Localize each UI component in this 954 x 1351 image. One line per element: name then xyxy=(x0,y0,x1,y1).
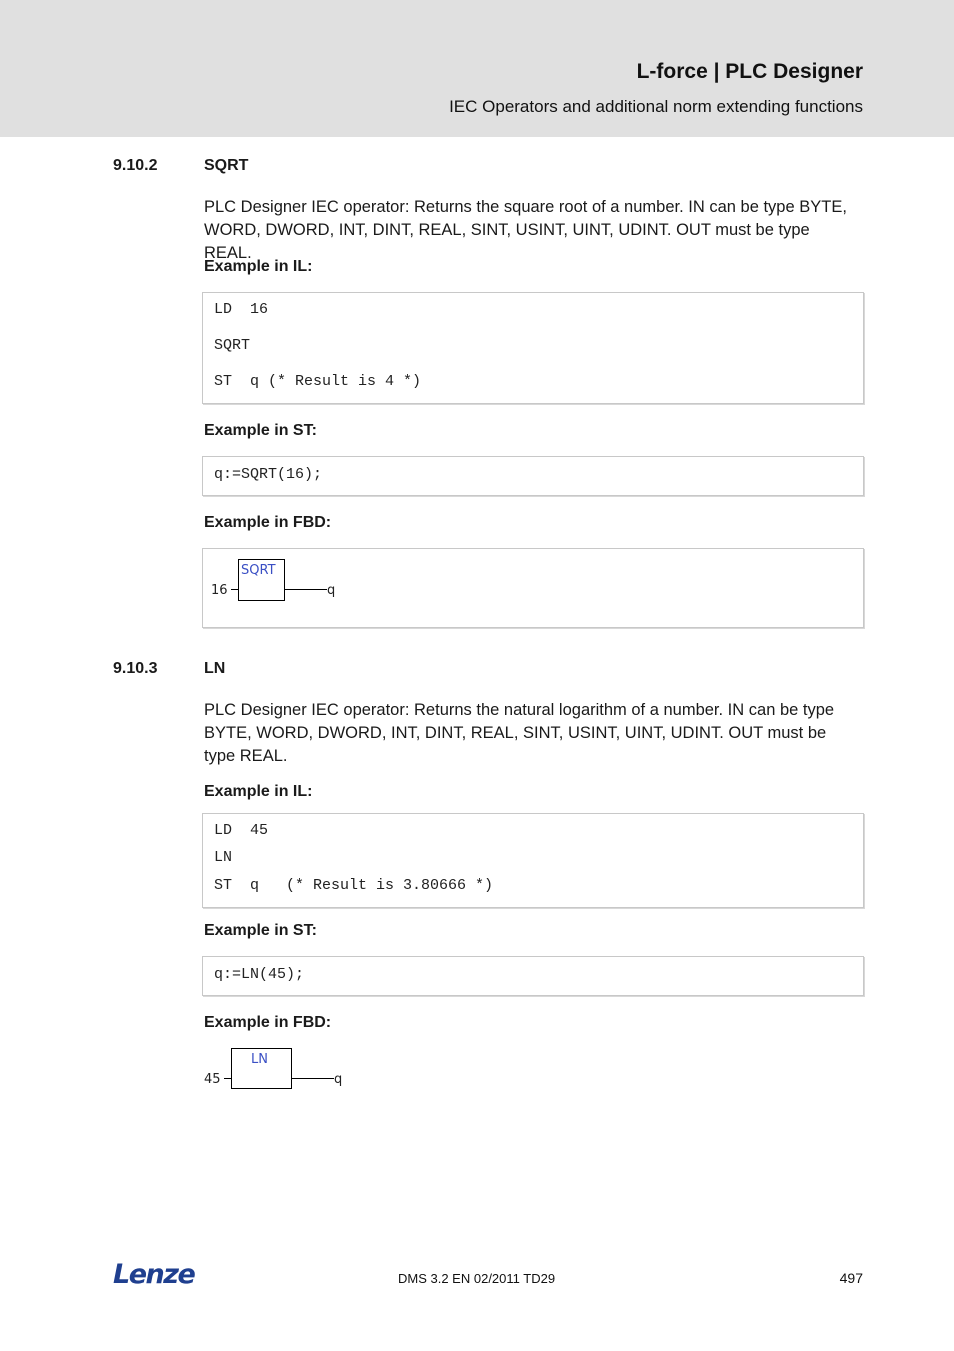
code-line: SQRT xyxy=(214,337,251,354)
fbd-example-label: Example in FBD: xyxy=(204,514,332,531)
output-variable: q xyxy=(327,583,336,598)
section-description: PLC Designer IEC operator: Returns the natural logarithm of a number. IN can be type BYTE, WORD, DWORD, INT, DINT, REAL, SINT, USINT, UINT, UDINT. OUT must be type REAL. xyxy=(204,701,835,765)
st-example-label: Example in ST: xyxy=(204,922,317,939)
st-example-label: Example in ST: xyxy=(204,422,317,439)
function-block-label: SQRT xyxy=(241,563,276,578)
header-title: L-force | PLC Designer xyxy=(636,60,863,83)
section-number: 9.10.3 xyxy=(113,660,158,677)
il-example-label: Example in IL: xyxy=(204,783,313,800)
il-code-box xyxy=(202,813,864,908)
input-value: 45 xyxy=(204,1072,221,1087)
code-line: q:=SQRT(16); xyxy=(214,466,323,483)
document-id: DMS 3.2 EN 02/2011 TD29 xyxy=(398,1271,556,1286)
il-code-box xyxy=(202,292,864,404)
fbd-diagram-sqrt xyxy=(205,555,345,607)
fbd-diagram-ln xyxy=(202,1044,352,1096)
il-example-label: Example in IL: xyxy=(204,258,313,275)
header-subtitle: IEC Operators and additional norm extending functions xyxy=(449,97,863,116)
code-line: LD 45 xyxy=(214,822,269,839)
page-header xyxy=(0,0,954,137)
code-line: q:=LN(45); xyxy=(214,966,305,983)
code-line: ST q (* Result is 3.80666 *) xyxy=(214,877,494,894)
st-code-box xyxy=(202,456,864,496)
section-description: PLC Designer IEC operator: Returns the square root of a number. IN can be type BYTE, WORD, DWORD, INT, DINT, REAL, SINT, USINT, UINT, UDINT. OUT must be type REAL. xyxy=(204,198,847,262)
section-number: 9.10.2 xyxy=(113,157,158,174)
input-value: 16 xyxy=(211,583,228,598)
lenze-logo: Lenze xyxy=(113,1259,195,1290)
code-line: LN xyxy=(214,849,233,866)
code-line: ST q (* Result is 4 *) xyxy=(214,373,422,390)
function-block-label: LN xyxy=(251,1052,268,1067)
page-number: 497 xyxy=(839,1270,863,1286)
output-variable: q xyxy=(334,1072,343,1087)
section-title: SQRT xyxy=(204,157,249,174)
fbd-example-label: Example in FBD: xyxy=(204,1014,332,1031)
st-code-box xyxy=(202,956,864,996)
code-line: LD 16 xyxy=(214,301,269,318)
section-title: LN xyxy=(204,660,226,677)
